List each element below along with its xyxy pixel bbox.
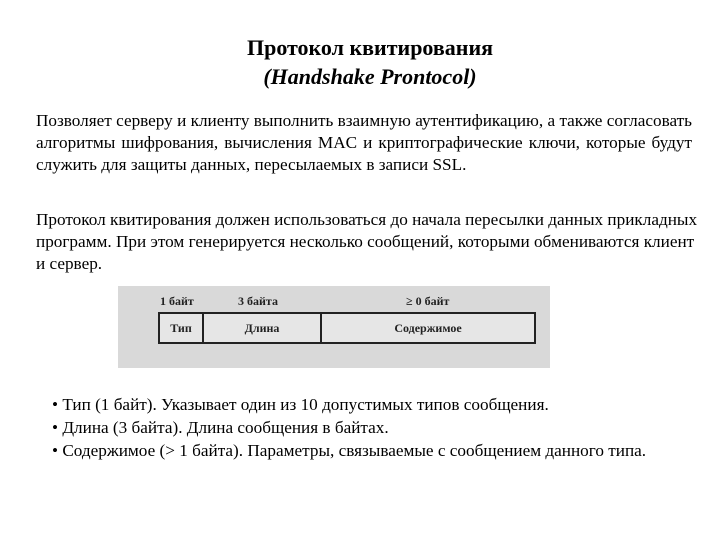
message-format-table [158, 312, 536, 344]
field-description-list [52, 393, 672, 462]
field-type: Тип [160, 314, 204, 342]
list-item: • Тип (1 байт). Указывает один из 10 допустимых типов сообщения. [52, 395, 549, 414]
page-subtitle: (Handshake Prontocol) [263, 64, 477, 89]
size-label-length: 3 байта [238, 294, 278, 308]
size-label-type: 1 байт [160, 294, 194, 308]
size-label-content: ≥ 0 байт [406, 294, 450, 308]
list-item: • Длина (3 байта). Длина сообщения в байтах. [52, 418, 389, 437]
paragraph-usage: Протокол квитирования должен использоваться до начала пересылки данных прикладных программ. При этом генерируется несколько сообщений, которыми обмениваются клиент и сервер. [36, 210, 698, 273]
list-item: • Содержимое (> 1 байта). Параметры, связываемые с сообщением данного типа. [52, 441, 647, 460]
page-title: Протокол квитирования [246, 35, 494, 60]
field-length: Длина [204, 314, 322, 342]
message-format-diagram [118, 286, 550, 368]
field-content: Содержимое [394, 320, 462, 335]
paragraph-intro: Позволяет серверу и клиенту выполнить взаимную аутентификацию, а также согласовать алгоритмы шифрования, вычисления MAC и криптографические ключи, которые будут служить для защиты данных, пересылаемых в записи SSL. [36, 111, 692, 174]
